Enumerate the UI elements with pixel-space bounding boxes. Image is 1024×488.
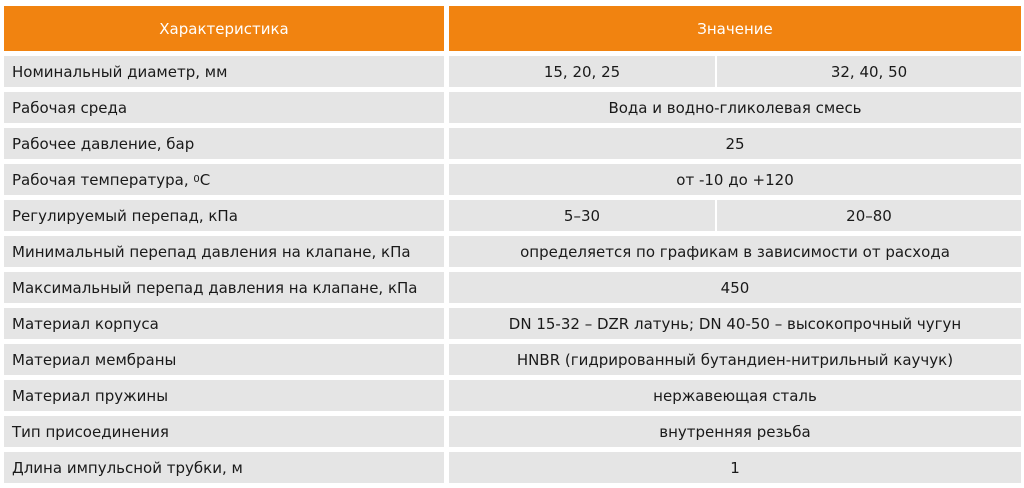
row-label: Номинальный диаметр, мм: [4, 56, 444, 87]
label-prefix: Рабочая температура,: [12, 170, 194, 189]
row-label: Длина импульсной трубки, м: [4, 452, 444, 483]
row-value: 20–80: [717, 200, 1021, 231]
table-row: [4, 56, 1021, 87]
table-row: [4, 200, 1021, 231]
table-row: [4, 164, 1021, 195]
row-label: Максимальный перепад давления на клапане, кПа: [4, 272, 444, 303]
header-value: Значение: [449, 6, 1021, 51]
row-value: нержавеющая сталь: [449, 380, 1021, 411]
row-label: Материал корпуса: [4, 308, 444, 339]
table-row: [4, 236, 1021, 267]
row-value: внутренняя резьба: [449, 416, 1021, 447]
table-row: [4, 344, 1021, 375]
row-value: 5–30: [449, 200, 715, 231]
table-header: [4, 6, 1021, 51]
row-label: Тип присоединения: [4, 416, 444, 447]
row-label: Минимальный перепад давления на клапане, кПа: [4, 236, 444, 267]
table-row: [4, 308, 1021, 339]
row-label: Рабочая среда: [4, 92, 444, 123]
label-suffix: C: [199, 170, 211, 189]
row-value: от -10 до +120: [449, 164, 1021, 195]
row-value: определяется по графикам в зависимости от расхода: [449, 236, 1021, 267]
table-row: [4, 380, 1021, 411]
table-row: [4, 272, 1021, 303]
row-value: Вода и водно-гликолевая смесь: [449, 92, 1021, 123]
row-label: Регулируемый перепад, кПа: [4, 200, 444, 231]
row-value: 450: [449, 272, 1021, 303]
row-label: Рабочая температура, 0 C: [4, 164, 444, 195]
header-characteristic: Характеристика: [4, 6, 444, 51]
row-value: HNBR (гидрированный бутандиен-нитрильный каучук): [449, 344, 1021, 375]
spec-table: [4, 6, 1021, 488]
row-value: 25: [449, 128, 1021, 159]
row-value: 32, 40, 50: [717, 56, 1021, 87]
row-label: Материал мембраны: [4, 344, 444, 375]
row-value: 1: [449, 452, 1021, 483]
table-row: [4, 416, 1021, 447]
row-label: Рабочее давление, бар: [4, 128, 444, 159]
row-value: 15, 20, 25: [449, 56, 715, 87]
row-label: Материал пружины: [4, 380, 444, 411]
table-row: [4, 452, 1021, 483]
table-row: [4, 92, 1021, 123]
row-value: DN 15-32 – DZR латунь; DN 40-50 – высокопрочный чугун: [449, 308, 1021, 339]
table-row: [4, 128, 1021, 159]
